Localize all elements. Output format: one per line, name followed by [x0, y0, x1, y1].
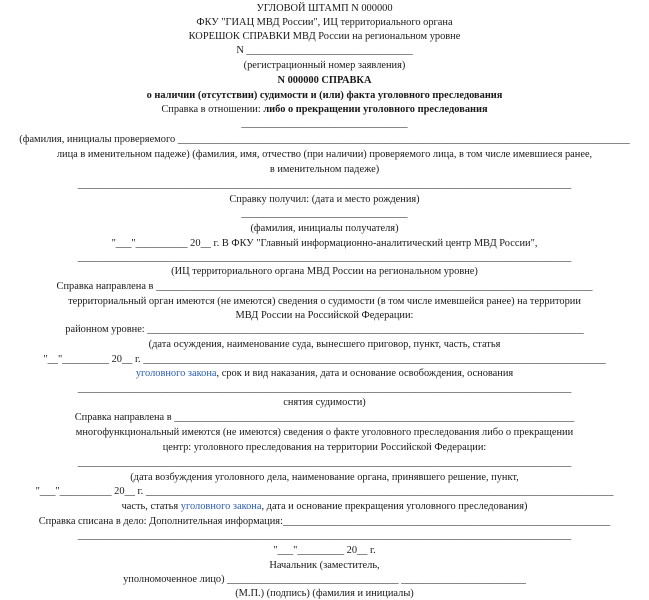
authorized-line: уполномоченное лицо) _________________________________ ________________________: [123, 574, 526, 585]
territorial-line: территориальный орган имеются (не имеются) сведения о судимости (в том числе имевшейся ранее) на территории: [68, 296, 581, 307]
bottom-date: "___"_________ 20__ г.: [273, 545, 376, 556]
ic-caption: (ИЦ территориального органа МВД России на региональном уровне): [171, 266, 478, 277]
blank-line-1: _______________________________________________________________________________________________: [77, 179, 572, 190]
conviction-tail: , срок и вид наказания, дата и основание освобождения, основания: [216, 368, 514, 379]
recipient-caption: (фамилия, инициалы получателя): [250, 223, 399, 234]
registration-number: N ________________________________: [236, 45, 413, 56]
sent-to-line-2: Справка направлена в _____________________________________________________________________________: [74, 412, 575, 423]
organization-line: ФКУ "ГИАЦ МВД России", ИЦ территориального органа: [196, 17, 453, 28]
surname-line: (фамилия, инициалы проверяемого _______________________________________________________________________________________: [19, 134, 630, 145]
corner-stamp: УГЛОВОЙ ШТАМП N 000000: [256, 3, 393, 14]
regarding-label: Справка в отношении:: [161, 104, 264, 115]
blank-line-3: _______________________________________________________________________________________________: [77, 383, 572, 394]
conviction-caption: (дата осуждения, наименование суда, вынесшего приговор, пункт, часть, статья: [148, 339, 501, 350]
certificate-subtitle: о наличии (отсутствии) судимости и (или) факта уголовного преследования: [146, 90, 503, 101]
criminal-law-line-2: [0, 501, 649, 513]
part-prefix: часть, статья: [121, 501, 181, 512]
rf-line: МВД России на Российской Федерации:: [235, 310, 414, 321]
date-line-2: "___"__________ 20__ г. __________________________________________________________________________________________: [35, 486, 614, 497]
date-line-1: "__"_________ 20__ г. _________________________________________________________________________________________: [43, 354, 606, 365]
blank-line-4: _______________________________________________________________________________________________: [77, 457, 572, 468]
surname-continued-2: в именительном падеже): [269, 164, 380, 175]
part-tail: , дата и основание прекращения уголовного преследования): [261, 501, 528, 512]
date-gic-line: "___"__________ 20__ г. В ФКУ "Главный информационно-аналитический центр МВД России",: [111, 238, 538, 249]
registration-caption: (регистрационный номер заявления): [243, 60, 406, 71]
case-caption: (дата возбуждения уголовного дела, наименование органа, принявшего решение, пункт,: [130, 472, 519, 483]
blank-line-5: _______________________________________________________________________________________________: [77, 530, 572, 541]
regarding-line: [0, 104, 649, 116]
criminal-law-link-2[interactable]: уголовного закона: [180, 501, 262, 512]
district-line: районном уровне: ____________________________________________________________________________________: [65, 324, 584, 335]
multifunctional-line-1: многофункциональный имеются (не имеются) сведения о факте уголовного преследования либо о прекращении: [75, 427, 574, 438]
received-blank: ________________________________: [241, 208, 408, 219]
archived-line: Справка списана в дело: Дополнительная информация:_______________________________________________________________: [38, 516, 611, 527]
surname-continued-1: лица в именительном падеже) (фамилия, имя, отчество (при наличии) проверяемого лица, в том числе имевшиеся ранее,: [56, 149, 593, 160]
blank-line-2: _______________________________________________________________________________________________: [77, 252, 572, 263]
expunge-caption: снятия судимости): [283, 397, 366, 408]
criminal-law-line-1: [0, 368, 649, 380]
regarding-blank: ________________________________: [241, 118, 408, 129]
chief-line: Начальник (заместитель,: [269, 560, 380, 571]
sent-to-line-1: Справка направлена в ____________________________________________________________________________________: [56, 281, 593, 292]
signature-caption: (М.П.) (подпись) (фамилия и инициалы): [235, 588, 414, 599]
criminal-law-link-1[interactable]: уголовного закона: [135, 368, 217, 379]
multifunctional-line-2: центр: уголовного преследования на территории Российской Федерации:: [162, 442, 487, 453]
received-line: Справку получил: (дата и место рождения): [229, 194, 420, 205]
regarding-bold: либо о прекращении уголовного преследования: [263, 104, 488, 115]
certificate-title: N 000000 СПРАВКА: [277, 75, 372, 86]
stub-line: КОРЕШОК СПРАВКИ МВД России на региональном уровне: [188, 31, 461, 42]
